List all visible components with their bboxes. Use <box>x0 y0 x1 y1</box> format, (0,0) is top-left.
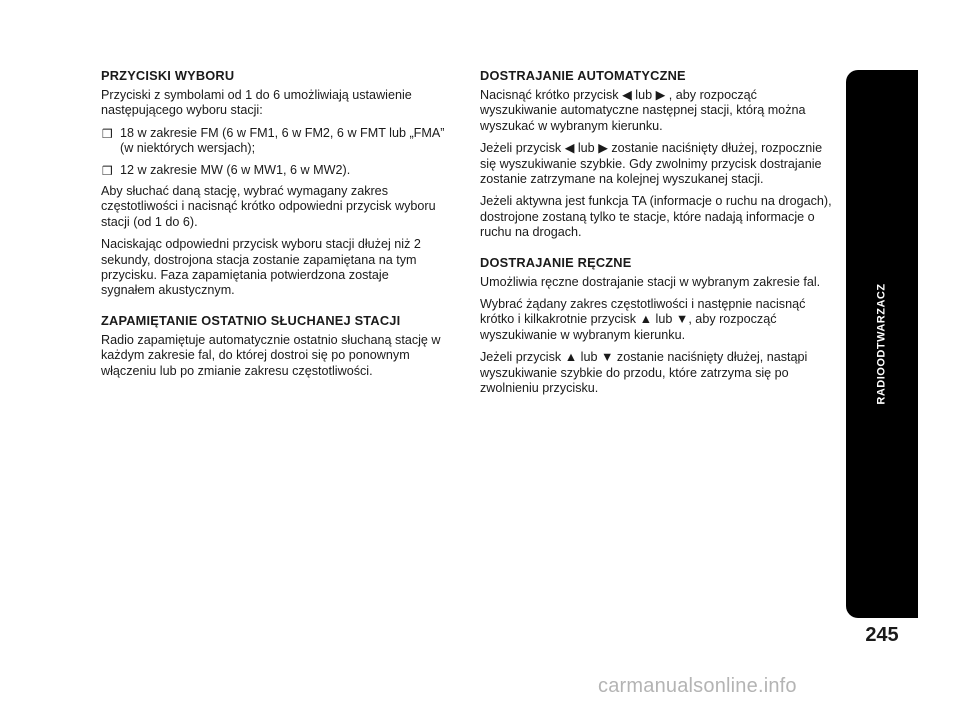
up-arrow-icon: ▲ <box>639 312 653 327</box>
down-arrow-icon: ▼ <box>600 350 614 365</box>
watermark: carmanualsonline.info <box>598 675 797 697</box>
paragraph: Nacisnąć krótko przycisk ◀ lub ▶ , aby rozpocząć wyszukiwanie automatyczne następnej stacji, którą można wyszukać w wybranym kierunku. <box>480 88 806 133</box>
paragraph: Wybrać żądany zakres częstotliwości i następnie nacisnąć krótko i kilkakrotnie przycisk ▲ lub ▼, aby rozpocząć wyszukiwanie w wybranym kierunku. <box>480 297 806 342</box>
right-arrow-icon: ▶ <box>655 88 666 102</box>
left-arrow-icon: ◀ <box>564 141 575 156</box>
chapter-side-tab-label-wrap <box>846 70 918 618</box>
paragraph: Radio zapamiętuje automatycznie ostatnio słuchaną stację w każdym zakresie fal, do której dostroi się po ponownym włączeniu lub po zmianie zakresu częstotliwości. <box>101 332 441 378</box>
chapter-side-tab <box>846 70 918 618</box>
list-item-text: 12 w zakresie MW (6 w MW1, 6 w MW2). <box>120 162 351 177</box>
right-column <box>480 68 832 404</box>
list-item <box>101 163 446 178</box>
list-item <box>101 126 446 157</box>
paragraph: Jeżeli aktywna jest funkcja TA (informacje o ruchu na drogach), dostrojone zostaną tylko te stacje, które nadają informacje o ruchu na drogach. <box>480 194 832 240</box>
paragraph: Jeżeli przycisk ◀ lub ▶ zostanie naciśnięty dłużej, rozpocznie się wyszukiwanie szybkie. Gdy zwolnimy przycisk dostrajanie zostanie zatrzymane na kolejnej wyszukanej stacji. <box>480 141 823 187</box>
section-heading-auto-tuning: DOSTRAJANIE AUTOMATYCZNE <box>480 68 686 83</box>
paragraph: Umożliwia ręczne dostrajanie stacji w wybranym zakresie fal. <box>480 274 821 289</box>
section-heading-last-station-memory: ZAPAMIĘTANIE OSTATNIO SŁUCHANEJ STACJI <box>101 312 401 328</box>
list-item-text: 18 w zakresie FM (6 w FM1, 6 w FM2, 6 w FMT lub „FMA” (w niektórych wersjach); <box>120 125 445 156</box>
up-arrow-icon: ▲ <box>564 350 578 365</box>
checkbox-bullet-icon: ❒ <box>102 163 113 178</box>
paragraph: Przyciski z symbolami od 1 do 6 umożliwiają ustawienie następującego wyboru stacji: <box>101 88 412 118</box>
paragraph: Naciskając odpowiedni przycisk wyboru stacji dłużej niż 2 sekundy, dostrojona stacja zostanie zapamiętana na tym przycisku. Faza zapamiętania potwierdzona zostaje sygnałem akustycznym. <box>101 237 421 298</box>
section-heading-manual-tuning: DOSTRAJANIE RĘCZNE <box>480 254 632 270</box>
right-arrow-icon: ▶ <box>598 141 608 156</box>
left-arrow-icon: ◀ <box>622 88 632 102</box>
section-heading-preset-buttons: PRZYCISKI WYBORU <box>101 68 235 83</box>
down-arrow-icon: ▼ <box>675 312 689 327</box>
paragraph: Jeżeli przycisk ▲ lub ▼ zostanie naciśnięty dłużej, nastąpi wyszukiwanie szybkie do przodu, które zatrzyma się po zwolnieniu przycisku. <box>480 350 808 396</box>
left-column <box>101 68 446 386</box>
checkbox-bullet-icon: ❒ <box>102 126 113 141</box>
page-number: 245 <box>865 624 899 646</box>
paragraph: Aby słuchać daną stację, wybrać wymagany zakres częstotliwości i nacisnąć krótko odpowiedni przycisk wyboru stacji (od 1 do 6). <box>101 184 436 229</box>
chapter-side-tab-label: RADIOODTWARZACZ <box>876 283 888 405</box>
